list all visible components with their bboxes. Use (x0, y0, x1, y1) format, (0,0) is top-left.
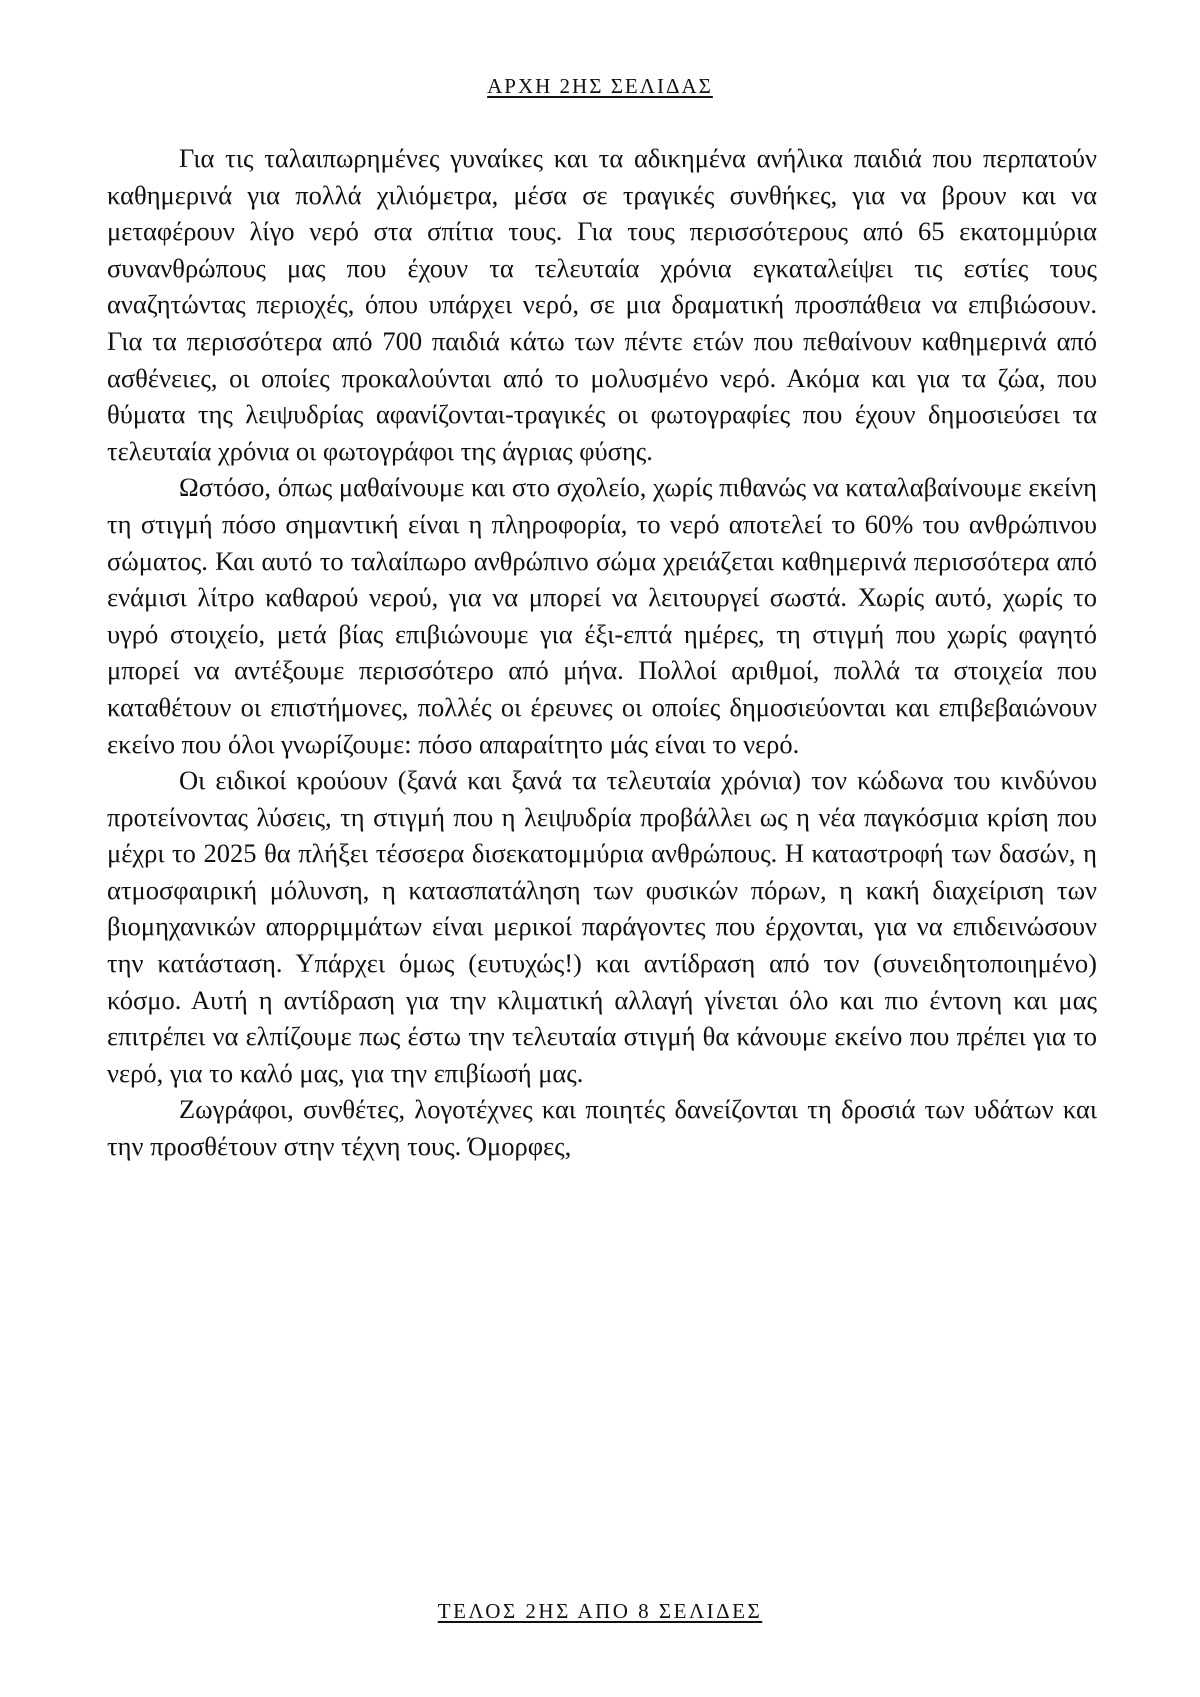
page-footer (0, 1597, 1200, 1625)
page-header (0, 72, 1200, 100)
paragraph: Ωστόσο, όπως μαθαίνουμε και στο σχολείο, χωρίς πιθανώς να καταλαβαίνουμε εκείνη τη στιγμή πόσο σημαντική είναι η πληροφορία, το νερό αποτελεί το 60% του ανθρώπινου σώματος. Και αυτό το ταλαίπωρο ανθρώπινο σώμα χρειάζεται καθημερινά περισσότερα από ενάμισι λίτρο καθαρού νερού, για να μπορεί να λειτουργεί σωστά. Χωρίς αυτό, χωρίς το υγρό στοιχείο, μετά βίας επιβιώνουμε για έξι-επτά ημέρες, τη στιγμή που χωρίς φαγητό μπορεί να αντέξουμε περισσότερο από μήνα. Πολλοί αριθμοί, πολλά τα στοιχεία που καταθέτουν οι επιστήμονες, πολλές οι έρευνες οι οποίες δημοσιεύονται και επιβεβαιώνουν εκείνο που όλοι γνωρίζουμε: πόσο απαραίτητο μάς είναι το νερό. (107, 472, 1097, 759)
page-header-title: ΑΡΧΗ 2ΗΣ ΣΕΛΙΔΑΣ (487, 74, 713, 98)
paragraph: Για τις ταλαιπωρημένες γυναίκες και τα αδικημένα ανήλικα παιδιά που περπατούν καθημερινά για πολλά χιλιόμετρα, μέσα σε τραγικές συνθήκες, για να βρουν και να μεταφέρουν λίγο νερό στα σπίτια τους. Για τους περισσότερους από 65 εκατομμύρια συνανθρώπους μας που έχουν τα τελευταία χρόνια εγκαταλείψει τις εστίες τους αναζητώντας περιοχές, όπου υπάρχει νερό, σε μια δραματική προσπάθεια να επιβιώσουν. Για τα περισσότερα από 700 παιδιά κάτω των πέντε ετών που πεθαίνουν καθημερινά από ασθένειες, οι οποίες προκαλούνται από το μολυσμένο νερό. Ακόμα και για τα ζώα, που θύματα της λειψυδρίας αφανίζονται-τραγικές οι φωτογραφίες που έχουν δημοσιεύσει τα τελευταία χρόνια οι φωτογράφοι της άγριας φύσης. (107, 143, 1097, 466)
paragraph: Ζωγράφοι, συνθέτες, λογοτέχνες και ποιητές δανείζονται τη δροσιά των υδάτων και την προσθέτουν στην τέχνη τους. Όμορφες, (107, 1094, 1097, 1162)
page-footer-text: ΤΕΛΟΣ 2ΗΣ ΑΠΟ 8 ΣΕΛΙΔΕΣ (437, 1599, 763, 1623)
paragraph: Οι ειδικοί κρούουν (ξανά και ξανά τα τελευταία χρόνια) τον κώδωνα του κινδύνου προτείνοντας λύσεις, τη στιγμή που η λειψυδρία προβάλλει ως η νέα παγκόσμια κρίση που μέχρι το 2025 θα πλήξει τέσσερα δισεκατομμύρια ανθρώπους. Η καταστροφή των δασών, η ατμοσφαιρική μόλυνση, η κατασπατάληση των φυσικών πόρων, η κακή διαχείριση των βιομηχανικών απορριμμάτων είναι μερικοί παράγοντες που έρχονται, για να επιδεινώσουν την κατάσταση. Υπάρχει όμως (ευτυχώς!) και αντίδραση από τον (συνειδητοποιημένο) κόσμο. Αυτή η αντίδραση για την κλιματική αλλαγή γίνεται όλο και πιο έντονη και μας επιτρέπει να ελπίζουμε πως έστω την τελευταία στιγμή θα κάνουμε εκείνο που πρέπει για το νερό, για το καλό μας, για την επιβίωσή μας. (107, 765, 1097, 1088)
document-body (107, 140, 1097, 1165)
